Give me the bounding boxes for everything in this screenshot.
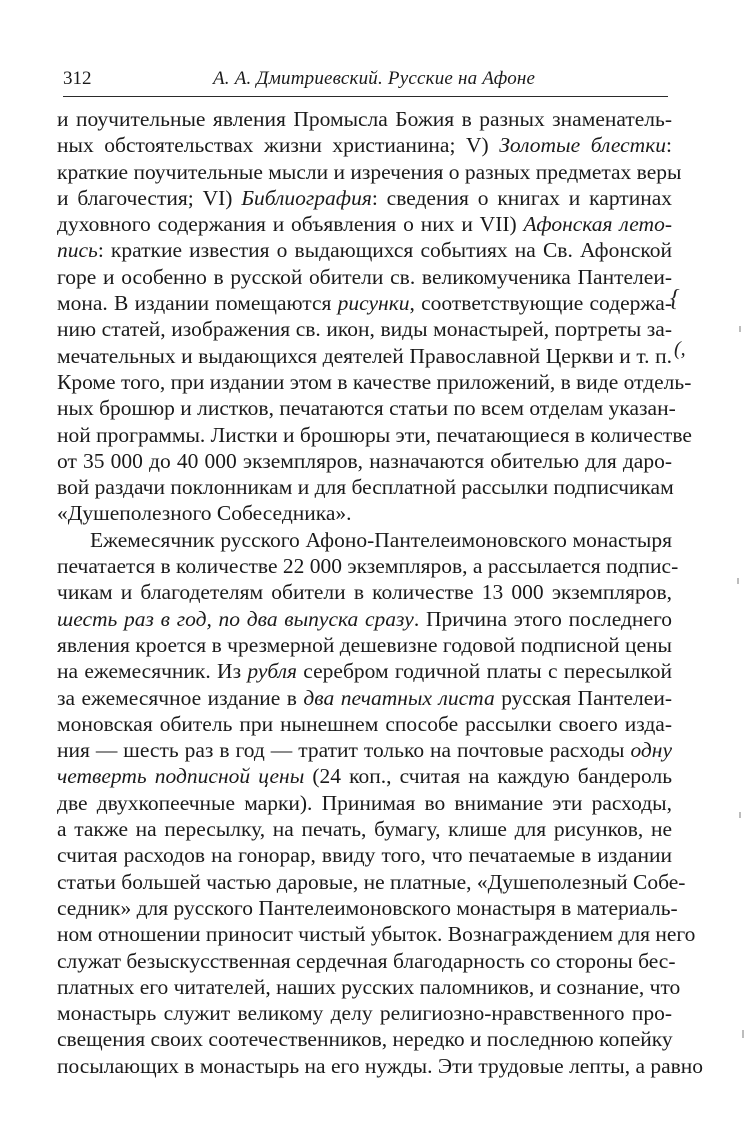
text-line — [57, 132, 672, 158]
scan-speck — [739, 812, 741, 818]
text-line — [57, 395, 676, 421]
text-run: Ежемесячник русского Афоно-Пантелеимоновского монастыря — [90, 527, 672, 552]
text-run: горе и особенно в русской обители св. великомученика Пантелеи- — [57, 264, 672, 289]
text-run: а также на пересылку, на печать, бумагу, клише для рисунков, не — [57, 817, 672, 842]
text-line — [57, 737, 672, 763]
text-run: , соответствующие содержа- — [409, 291, 672, 316]
text-line — [57, 842, 672, 868]
text-run: и поучительные явления Промысла Божия в разных знаменатель- — [57, 107, 672, 131]
text-run: краткие поучительные мысли и изречения о разных предметах веры — [57, 159, 682, 184]
italic-text: одну — [630, 738, 672, 763]
text-run: явления кроется в чрезмерной дешевизне годовой подписной цены — [57, 632, 672, 657]
text-line — [57, 711, 672, 737]
running-head — [63, 66, 668, 92]
body-text — [57, 106, 704, 1079]
text-line — [57, 763, 672, 789]
text-run: ной программы. Листки и брошюры эти, печатающиеся в количестве — [57, 422, 692, 447]
text-run: : краткие известия о выдающихся событиях на Св. Афонской — [97, 238, 672, 263]
text-line — [57, 106, 672, 132]
italic-text: два печатных листа — [303, 685, 495, 710]
italic-text: четверть подписной цены — [57, 764, 305, 789]
text-line — [57, 974, 681, 1000]
text-run: русская Пантелеи- — [494, 685, 672, 710]
text-run: статьи большей частью даровые, не платные, «Душеполезный Собе- — [57, 869, 686, 894]
page-number: 312 — [63, 68, 92, 89]
scan-speck — [742, 1030, 744, 1038]
text-run: серебром годичной платы с пересылкой — [297, 659, 672, 684]
text-run: посылающих в монастырь на его нужды. Эти трудовые лепты, а равно — [57, 1053, 704, 1078]
text-line — [57, 316, 672, 342]
text-line — [57, 658, 672, 684]
text-run: ных обстоятельствах жизни христианина; V) — [57, 133, 500, 158]
text-line — [57, 790, 672, 816]
text-run: «Душеполезного Собеседника». — [57, 501, 352, 526]
italic-text: пись — [57, 238, 98, 263]
text-line — [57, 632, 672, 658]
text-run: за ежемесячное издание в — [57, 685, 304, 710]
scan-speck — [737, 578, 739, 584]
text-line — [57, 1053, 704, 1079]
text-run: мечательных и выдающихся деятелей Православной Церкви и т. п. — [57, 343, 672, 368]
text-line — [57, 869, 686, 895]
text-run: . Причина этого последнего — [413, 606, 672, 631]
text-line — [57, 369, 692, 395]
running-title: А. А. Дмитриевский. Русские на Афоне — [213, 68, 536, 89]
handwritten-margin-mark: { — [670, 286, 680, 312]
text-line — [57, 579, 672, 605]
text-run: : сведения о книгах и картинах — [371, 185, 673, 210]
text-run: Кроме того, при издании этом в качестве приложений, в виде отдель- — [57, 369, 692, 394]
text-run: печатается в количестве 22 000 экземпляров, а рассылается подпис- — [57, 554, 679, 579]
handwritten-margin-mark: (, — [674, 338, 686, 360]
text-run: ния — шесть раз в год — тратит только на почтовые расходы — [57, 738, 631, 763]
text-line — [57, 606, 672, 632]
text-line — [57, 211, 672, 237]
italic-text: шесть раз в год, по два выпуска сразу — [57, 606, 414, 631]
text-run: вой раздачи поклонникам и для бесплатной рассылки подписчикам — [57, 475, 674, 500]
text-run: свещения своих соотечественников, нередко и последнюю копейку — [57, 1027, 673, 1052]
text-run: духовного содержания и объявления о них и VII) — [57, 212, 524, 237]
text-run: и благочестия; VI) — [57, 185, 242, 210]
italic-text: рубля — [247, 659, 298, 684]
text-run: монастырь служит великому делу религиозно-нравственного про- — [57, 1001, 672, 1026]
text-run: моновская обитель при нынешнем способе рассылки своего изда- — [57, 711, 672, 736]
text-run: считая расходов на гонорар, ввиду того, что печатаемые в издании — [57, 843, 672, 868]
text-line — [57, 921, 696, 947]
text-run: мона. В издании помещаются — [57, 291, 338, 316]
italic-text: Афонская лето- — [523, 212, 672, 237]
text-line — [57, 816, 672, 842]
text-run: нию статей, изображения св. икон, виды монастырей, портреты за- — [57, 317, 672, 342]
text-line — [57, 343, 672, 369]
text-run: ных брошюр и листков, печатаются статьи по всем отделам указан- — [57, 396, 676, 421]
italic-text: рисунки — [337, 291, 410, 316]
italic-text: Золотые блестки — [499, 133, 667, 158]
text-line — [57, 264, 672, 290]
text-line — [57, 527, 672, 553]
text-line — [57, 290, 672, 316]
text-line — [57, 237, 672, 263]
text-line — [57, 422, 692, 448]
text-line — [57, 1026, 672, 1052]
text-run: (24 коп., считая на каждую бандероль — [304, 764, 673, 789]
text-run: две двухкопеечные марки). Принимая во внимание эти расходы, — [57, 790, 672, 815]
text-run: ном отношении приносит чистый убыток. Вознаграждением для него — [57, 922, 696, 947]
text-run: служат безыскусственная сердечная благодарность со стороны бес- — [57, 948, 676, 973]
text-line — [57, 895, 678, 921]
text-line — [57, 448, 672, 474]
text-line — [57, 474, 672, 500]
text-line — [57, 685, 672, 711]
text-line — [57, 159, 682, 185]
scan-speck — [739, 326, 741, 332]
text-run: чикам и благодетелям обители в количестве 13 000 экземпляров, — [57, 580, 672, 605]
text-line — [57, 1000, 672, 1026]
text-line — [57, 500, 672, 526]
header-rule — [63, 96, 668, 97]
text-run: : — [666, 133, 672, 158]
text-line — [57, 185, 672, 211]
text-run: на ежемесячник. Из — [57, 659, 248, 684]
text-run: платных его читателей, наших русских паломников, и сознание, что — [57, 974, 681, 999]
italic-text: Библиография — [241, 185, 372, 210]
text-line — [57, 948, 676, 974]
text-run: седник» для русского Пантелеимоновского монастыря в материаль- — [57, 895, 678, 920]
text-line — [57, 553, 679, 579]
text-run: от 35 000 до 40 000 экземпляров, назначаются обителью для даро- — [57, 448, 672, 473]
